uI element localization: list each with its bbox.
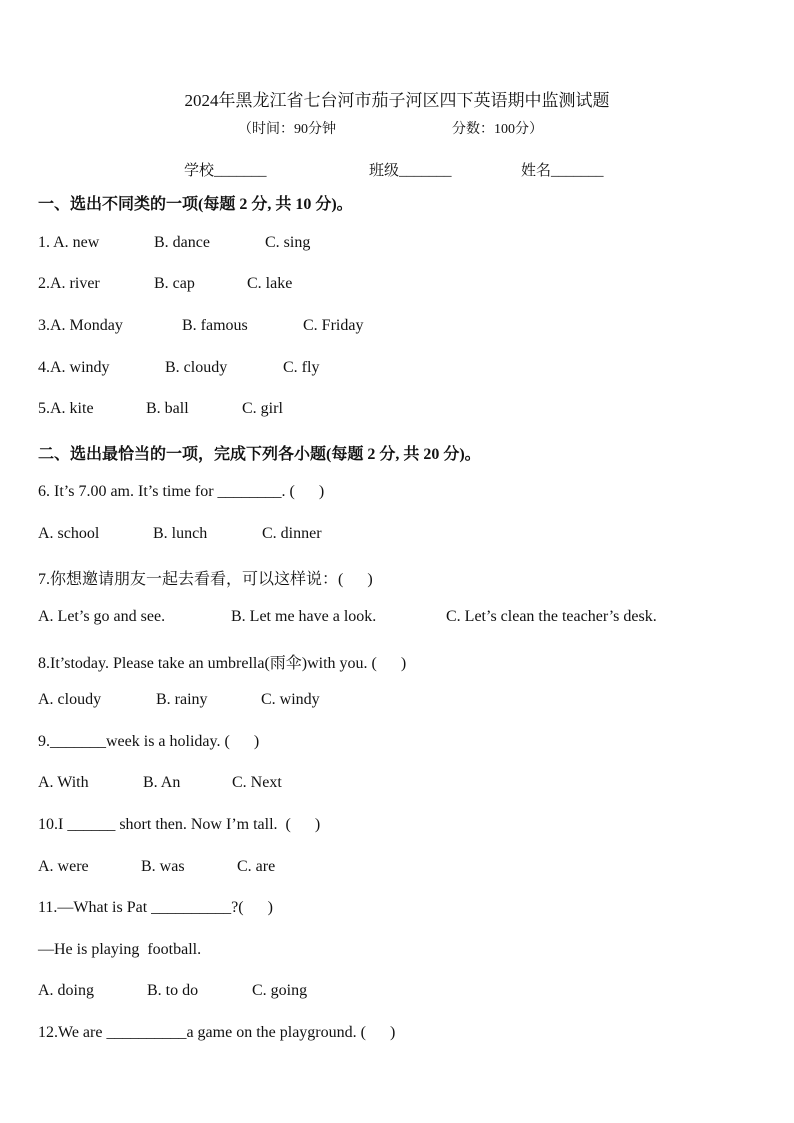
q8-stem: 8.It’stoday. Please take an umbrella(雨伞)with you. ( ) — [38, 655, 407, 672]
q8-option-c: C. windy — [261, 691, 320, 708]
q6-option-a: A. school — [38, 525, 100, 542]
q1-option-c: C. sing — [265, 234, 311, 251]
q7-option-b: B. Let me have a look. — [231, 608, 377, 625]
q4-option-b: B. cloudy — [165, 359, 228, 376]
q8-option-b: B. rainy — [156, 691, 208, 708]
q6-option-c: C. dinner — [262, 525, 322, 542]
q10-option-c: C. are — [237, 858, 276, 875]
q7-stem: 7.你想邀请朋友一起去看看，可以这样说：( ) — [38, 571, 373, 588]
q10-option-b: B. was — [141, 858, 185, 875]
q11-option-b: B. to do — [147, 982, 199, 999]
q5-option-c: C. girl — [242, 400, 283, 417]
q1-option-b: B. dance — [154, 234, 210, 251]
q7-option-a: A. Let’s go and see. — [38, 608, 166, 625]
q11-stem: 11.—What is Pat __________?( ) — [38, 899, 273, 916]
q9-option-a: A. With — [38, 774, 89, 791]
q5-option-a: 5.A. kite — [38, 400, 94, 417]
name-field: 姓名_______ — [521, 163, 604, 179]
q9-option-b: B. An — [143, 774, 181, 791]
q11-option-a: A. doing — [38, 982, 94, 999]
q3-option-a: 3.A. Monday — [38, 317, 123, 334]
q5-option-b: B. ball — [146, 400, 189, 417]
q4-option-c: C. fly — [283, 359, 320, 376]
q10-option-a: A. were — [38, 858, 89, 875]
page-title: 2024年黑龙江省七台河市茄子河区四下英语期中监测试题 — [184, 91, 610, 110]
q12-stem: 12.We are __________a game on the playground. ( ) — [38, 1024, 396, 1041]
q7-option-c: C. Let’s clean the teacher’s desk. — [446, 608, 657, 625]
q11-option-c: C. going — [252, 982, 308, 999]
q4-option-a: 4.A. windy — [38, 359, 110, 376]
section1-heading: 一、选出不同类的一项(每题 2 分, 共 10 分)。 — [38, 196, 353, 213]
q10-stem: 10.I ______ short then. Now I’m tall. ( ) — [38, 816, 321, 833]
q1-option-a: 1. A. new — [38, 234, 100, 251]
q3-option-b: B. famous — [182, 317, 248, 334]
q2-option-c: C. lake — [247, 275, 293, 292]
q6-option-b: B. lunch — [153, 525, 208, 542]
exam-time: （时间：90分钟 — [238, 122, 336, 137]
q6-stem: 6. It’s 7.00 am. It’s time for ________. ( ) — [38, 483, 325, 500]
q2-option-b: B. cap — [154, 275, 195, 292]
q2-option-a: 2.A. river — [38, 275, 100, 292]
q9-option-c: C. Next — [232, 774, 282, 791]
q8-option-a: A. cloudy — [38, 691, 102, 708]
q3-option-c: C. Friday — [303, 317, 364, 334]
q11-answer: —He is playing football. — [38, 941, 202, 958]
q9-stem: 9._______week is a holiday. ( ) — [38, 733, 260, 750]
class-field: 班级_______ — [369, 163, 452, 179]
section2-heading: 二、选出最恰当的一项，完成下列各小题(每题 2 分, 共 20 分)。 — [38, 446, 481, 463]
school-field: 学校_______ — [184, 163, 267, 179]
exam-score: 分数：100分） — [452, 122, 543, 137]
